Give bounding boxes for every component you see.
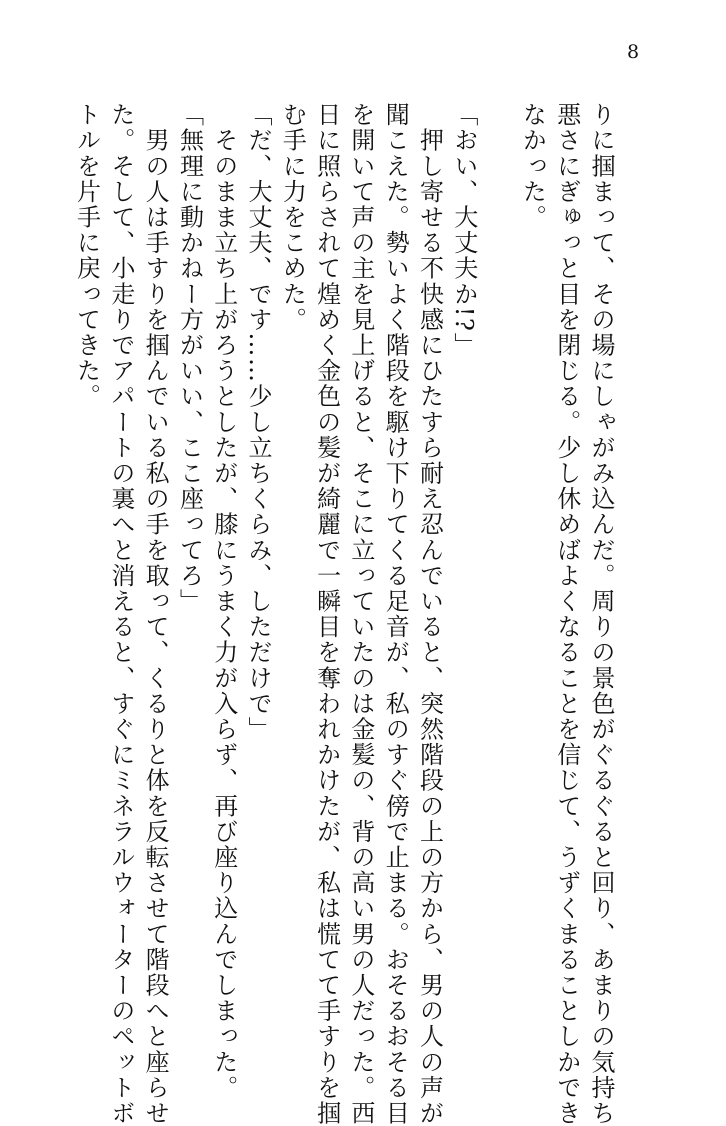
text-column: 日に照らされて煌めく金色の髪が綺麗で一瞬目を奪われかけたが、私は慌てて手すりを掴 [312,102,341,1126]
page-number: 8 [626,41,640,63]
text-column: を開いて声の主を見上げると、そこに立っていたのは金髪の、背の高い男の人だった。西 [346,102,375,1126]
text-column: りに掴まって、その場にしゃがみ込んだ。周りの景色がぐるぐると回り、あまりの気持ち [587,102,615,1126]
text-column: 聞こえた。勢いよく階段を駆け下りてくる足音が、私のすぐ傍で止まる。おそるおそる目 [381,102,410,1126]
text-column: 「おい、大丈夫か!?」 [449,102,478,359]
text-column: 押し寄せる不快感にひたすら耐え忍んでいると、突然階段の上の方から、男の人の声が [415,102,444,1126]
text-column: む手に力をこめた。 [278,102,307,333]
text-column: 男の人は手すりを掴んでいる私の手を取って、くるりと体を反転させて階段へと座らせ [141,102,170,1126]
text-column: 「無理に動かねー方がいい、ここ座ってろ」 [175,102,204,614]
text-column: そのまま立ち上がろうとしたが、膝にうまく力が入らず、再び座り込んでしまった。 [209,102,238,1101]
body-text [69,102,618,1126]
text-column: 悪さにぎゅっと目を閉じる。少し休めばよくなることを信じて、うずくまることしかでき [552,102,581,1126]
text-column: トルを片手に戻ってきた。 [72,102,101,410]
text-column: た。そして、小走りでアパートの裏へと消えると、すぐにミネラルウォーターのペットボ [106,102,135,1126]
text-column: なかった。 [518,102,547,230]
text-column-blank [481,102,515,952]
text-column: 「だ、大丈夫、です……少し立ちくらみ、しただけで」 [244,102,273,742]
